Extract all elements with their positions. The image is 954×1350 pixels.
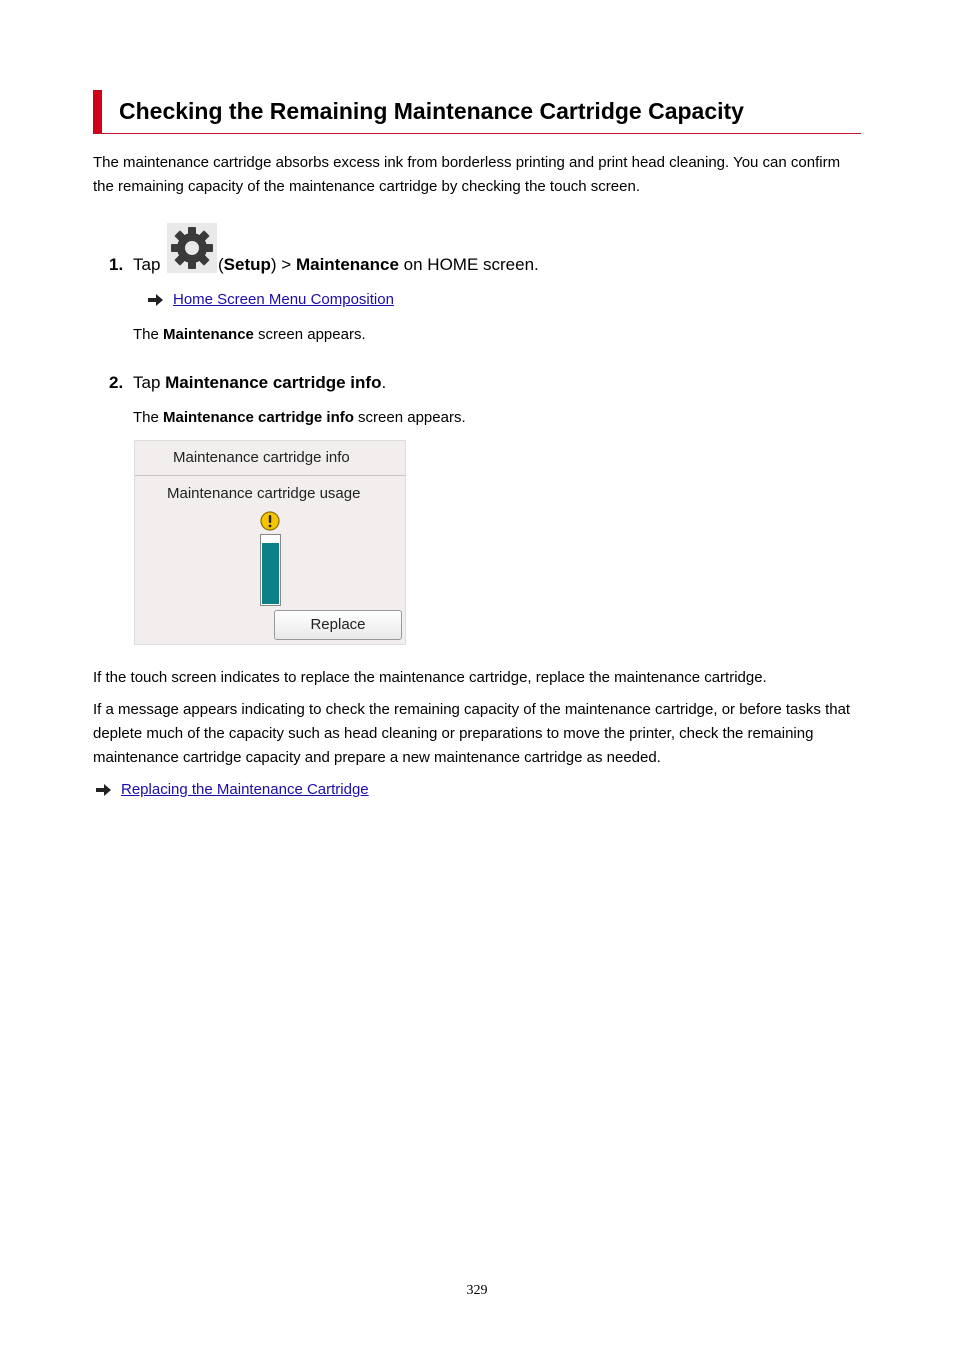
- replacing-maintenance-cartridge-link[interactable]: Replacing the Maintenance Cartridge: [121, 781, 369, 798]
- section-heading: [93, 90, 861, 134]
- step-1-open-paren: (: [218, 255, 224, 274]
- maintenance-cartridge-info-screen: [134, 440, 406, 645]
- replace-button[interactable]: Replace: [274, 610, 402, 640]
- home-screen-menu-link[interactable]: Home Screen Menu Composition: [173, 291, 394, 308]
- setup-gear-icon: [167, 223, 217, 273]
- home-screen-link-row: [148, 291, 394, 308]
- step-2-number: 2.: [109, 373, 124, 392]
- usage-gauge: [260, 534, 281, 606]
- screen-title: Maintenance cartridge info: [135, 441, 405, 476]
- step-1-suffix: on HOME screen.: [398, 255, 539, 274]
- step-1-result-bold: Maintenance: [163, 326, 254, 343]
- step-2-tap: Tap: [133, 373, 166, 392]
- step-2-period: .: [381, 373, 387, 392]
- usage-gauge-fill: [262, 543, 279, 604]
- intro-paragraph: The maintenance cartridge absorbs excess ink from borderless printing and print head cleaning. You can confirm the remaining capacity of the maintenance cartridge by checking the touch screen.: [93, 154, 841, 195]
- step-1-setup-label: Setup: [223, 255, 271, 274]
- arrow-right-icon: [96, 784, 111, 796]
- step-1-result-suffix: screen appears.: [253, 326, 366, 343]
- replacing-link-row: [96, 781, 369, 798]
- check-capacity-paragraph: If a message appears indicating to check the remaining capacity of the maintenance cartridge, or before tasks that deplete much of the capacity such as head cleaning or preparations to move the printer, check the remaining maintenance cartridge capacity and prepare a new maintenance cartridge as needed.: [93, 701, 851, 766]
- step-1-result: [133, 326, 366, 343]
- arrow-right-icon: [148, 294, 163, 306]
- warning-icon: [260, 511, 280, 531]
- step-1-maintenance-label: Maintenance: [295, 255, 399, 274]
- step-1-instruction: [218, 255, 539, 275]
- step-2-result: [133, 409, 466, 426]
- page-number: 329: [466, 1283, 488, 1298]
- page-title: Checking the Remaining Maintenance Cartridge Capacity: [119, 98, 744, 124]
- step-1-number: 1.: [109, 255, 124, 274]
- step-1-separator: ) >: [270, 255, 296, 274]
- step-2-result-prefix: The: [133, 409, 164, 426]
- step-1-tap: Tap: [133, 255, 161, 274]
- step-2-bold: Maintenance cartridge info: [165, 373, 382, 392]
- step-2-result-suffix: screen appears.: [353, 409, 466, 426]
- replace-paragraph: If the touch screen indicates to replace the maintenance cartridge, replace the maintenance cartridge.: [93, 669, 767, 686]
- usage-label: Maintenance cartridge usage: [167, 485, 361, 502]
- step-2-result-bold: Maintenance cartridge info: [163, 409, 354, 426]
- step-2-text: [133, 373, 386, 393]
- step-1-result-prefix: The: [133, 326, 164, 343]
- heading-accent-bar: [93, 90, 102, 133]
